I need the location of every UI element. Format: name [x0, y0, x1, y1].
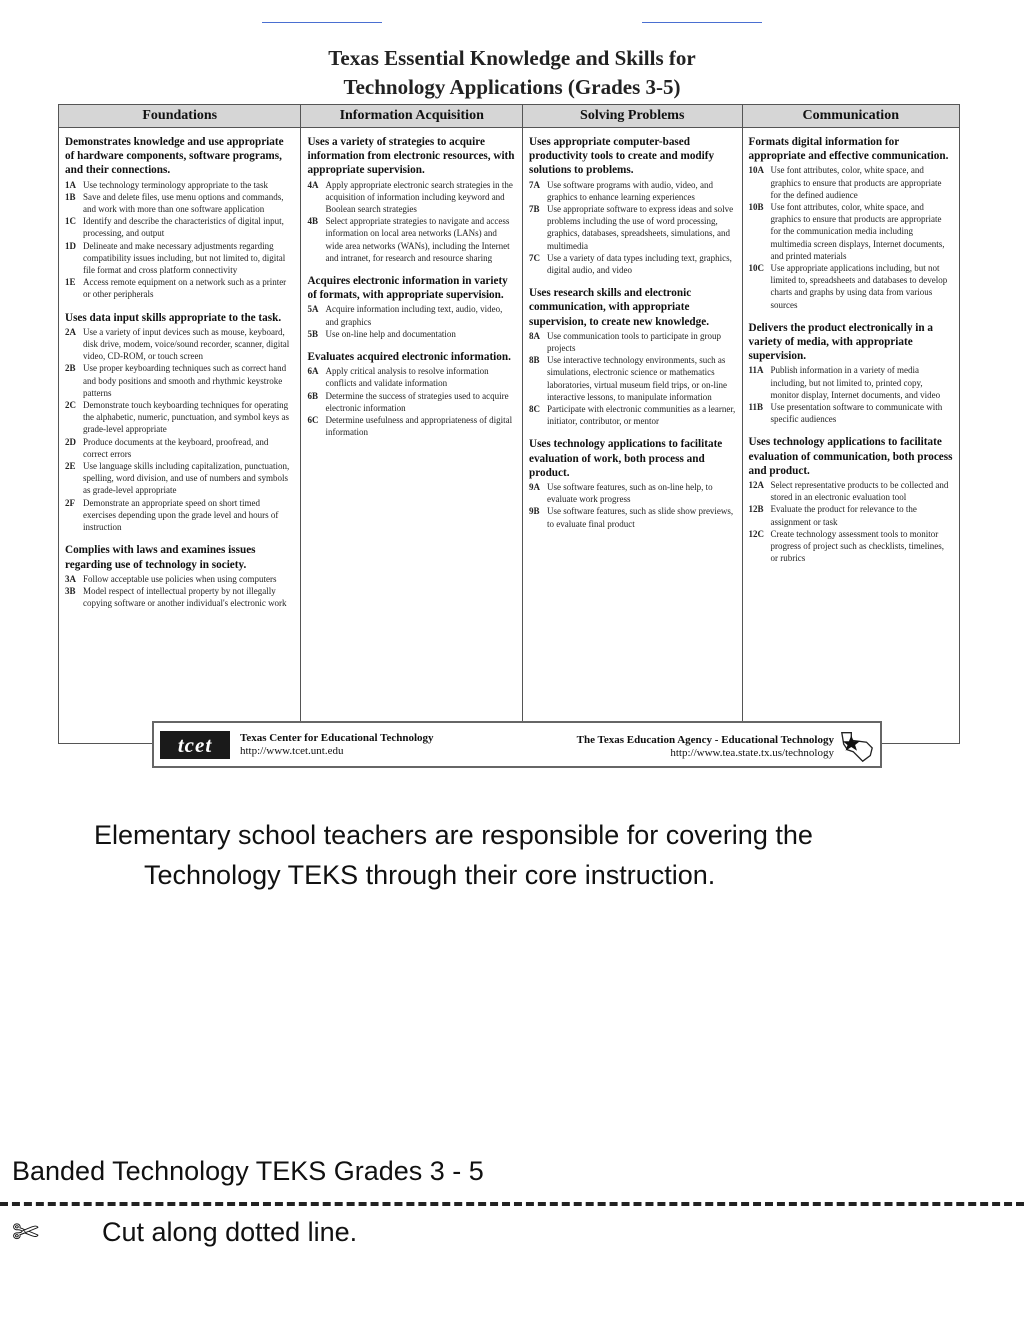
teks-item-text: Use font attributes, color, white space, and graphics to ensure that products are appropriate for the defined audience [770, 165, 942, 200]
teks-item [65, 362, 294, 399]
teks-item [65, 179, 294, 191]
teks-item [749, 401, 954, 425]
teks-item-code: 2E [65, 461, 76, 472]
teks-item-text: Use a variety of data types including text, graphics, digital audio, and video [546, 252, 732, 276]
teks-item-code: 10C [748, 263, 764, 274]
teks-item [65, 191, 294, 215]
teks-item-text: Use technology terminology appropriate to the task [83, 179, 268, 190]
teks-item-code: 3A [65, 573, 76, 584]
teks-item-code: 9A [528, 482, 540, 493]
teks-strand [749, 321, 954, 426]
teks-item [529, 403, 736, 427]
teks-item-text: Participate with electronic communities as a learner, initiator, contributor, or mentor [546, 404, 736, 427]
teks-item-text: Identify and describe the characteristics of digital input, processing, and output [83, 216, 284, 239]
tcet-logo: tcet [160, 731, 230, 759]
footer-left-org: Texas Center for Educational Technology [240, 732, 434, 744]
teks-item-code: 10A [748, 165, 764, 176]
instruction-note [60, 815, 950, 895]
teks-item-text: Produce documents at the keyboard, proofread, and correct errors [83, 436, 269, 459]
teks-table [58, 104, 960, 744]
teks-strand [307, 274, 516, 340]
teks-item [307, 215, 516, 264]
teks-strand [749, 435, 954, 564]
teks-item-text: Use on-line help and documentation [325, 328, 456, 339]
top-rule-left [262, 22, 382, 23]
teks-item-code: 9B [528, 506, 540, 517]
column-body [743, 128, 960, 575]
teks-item-code: 8B [528, 355, 540, 366]
column-body [523, 128, 742, 540]
teks-item-code: 11A [748, 365, 764, 376]
teks-item-code: 7C [528, 252, 540, 263]
teks-item [749, 201, 954, 262]
footer-left-url: http://www.tcet.unt.edu [240, 745, 344, 757]
teks-item-text: Use software features, such as on-line help, to evaluate work progress [546, 482, 713, 505]
strand-heading: Uses research skills and electronic communication, with appropriate supervision, to create new knowledge. [528, 287, 710, 328]
teks-item [749, 262, 954, 311]
teks-item [749, 503, 954, 527]
teks-item-code: 5B [307, 328, 318, 339]
teks-item-code: 11B [748, 402, 764, 413]
teks-item [65, 573, 294, 585]
teks-strand [749, 135, 954, 311]
teks-item [529, 203, 736, 252]
teks-item-text: Apply appropriate electronic search strategies in the acquisition of information including keyword and Boolean search strategies [325, 179, 513, 215]
teks-item-code: 2D [65, 436, 76, 447]
footer-left [240, 732, 434, 758]
teks-item-text: Use communication tools to participate in group projects [546, 330, 721, 354]
teks-strand [307, 135, 516, 264]
teks-item-code: 12C [748, 528, 764, 539]
teks-item-code: 4B [307, 216, 318, 227]
teks-item-code: 2F [65, 497, 75, 508]
teks-item-code: 1E [65, 277, 76, 288]
teks-item [307, 328, 516, 340]
teks-item-text: Use proper keyboarding techniques such as correct hand and body positions and smooth and rhythmic keystroke patterns [83, 363, 287, 398]
teks-item-code: 1A [65, 179, 76, 190]
teks-item-code: 4A [307, 179, 319, 190]
column-body [301, 128, 522, 448]
teks-item [529, 330, 736, 354]
teks-item-text: Delineate and make necessary adjustments regarding compatibility issues including, but not limited to, digital file format and cross platform connectivity [83, 240, 286, 276]
teks-item [529, 505, 736, 529]
teks-item [307, 179, 516, 216]
instruction-note-line2: Technology TEKS through their core instruction. [144, 860, 716, 890]
teks-item-code: 5A [307, 304, 319, 315]
teks-strand [65, 311, 294, 534]
teks-item [307, 365, 516, 389]
teks-item [529, 252, 736, 276]
teks-item [529, 354, 736, 403]
column-header: Solving Problems [523, 105, 742, 128]
cut-instruction: Cut along dotted line. [102, 1217, 358, 1247]
teks-item [65, 436, 294, 460]
teks-item [307, 390, 516, 414]
teks-item-text: Use software features, such as slide show previews, to evaluate final product [546, 506, 734, 529]
column-header: Information Acquisition [301, 105, 522, 128]
teks-column [59, 105, 301, 743]
teks-item-text: Apply critical analysis to resolve information conflicts and validate information [325, 366, 489, 389]
teks-item [749, 364, 954, 401]
document-title-line1: Texas Essential Knowledge and Skills for [328, 46, 696, 70]
strand-heading: Formats digital information for appropriate and effective communication. [748, 136, 949, 163]
teks-item-text: Select representative products to be collected and stored in an electronic evaluation tool [770, 480, 949, 503]
teks-item-text: Determine the success of strategies used to acquire electronic information [325, 390, 509, 413]
teks-item [65, 399, 294, 436]
teks-strand [307, 350, 516, 438]
teks-item [65, 585, 294, 609]
teks-strand [529, 437, 736, 529]
footer-right-url: http://www.tea.state.tx.us/technology [670, 747, 834, 759]
teks-item-text: Acquire information including text, audio, video, and graphics [325, 304, 503, 327]
teks-item-code: 10B [748, 202, 764, 213]
teks-item [529, 179, 736, 203]
teks-item [65, 326, 294, 363]
teks-item-code: 2A [65, 326, 76, 337]
teks-item-text: Model respect of intellectual property by not illegally copying software or another individual's electronic work [83, 585, 287, 609]
document-title-line2: Technology Applications (Grades 3-5) [343, 75, 681, 99]
teks-item [65, 240, 294, 277]
column-body [59, 128, 300, 619]
column-header: Foundations [59, 105, 300, 128]
teks-item-text: Create technology assessment tools to monitor progress of project such as checklists, timelines, or rubrics [770, 528, 944, 564]
teks-strand [65, 543, 294, 609]
texas-star-logo-icon [838, 727, 876, 765]
teks-item-text: Use software programs with audio, video, and graphics to enhance learning experiences [546, 179, 713, 202]
teks-item-code: 6C [307, 415, 319, 426]
teks-item [307, 303, 516, 327]
strand-heading: Demonstrates knowledge and use appropriate of hardware components, software programs, and their connections. [65, 136, 284, 177]
teks-strand [529, 286, 736, 427]
teks-item-code: 12A [748, 480, 764, 491]
teks-item-text: Access remote equipment on a network such as a printer or other peripherals [83, 277, 287, 300]
strand-heading: Acquires electronic information in variety of formats, with appropriate supervision. [307, 275, 508, 302]
teks-item-code: 12B [748, 504, 764, 515]
teks-strand [65, 135, 294, 301]
teks-item [65, 215, 294, 239]
teks-column [301, 105, 523, 743]
teks-item-code: 8A [528, 330, 540, 341]
teks-item [307, 414, 516, 438]
teks-column [523, 105, 743, 743]
band-label: Banded Technology TEKS Grades 3 - 5 [12, 1156, 484, 1186]
strand-heading: Complies with laws and examines issues regarding use of technology in society. [65, 544, 256, 571]
teks-item-code: 1B [65, 191, 76, 202]
instruction-note-line1: Elementary school teachers are responsible for covering the [94, 820, 813, 850]
cut-dotted-line [0, 1202, 1024, 1206]
teks-item-text: Follow acceptable use policies when using computers [83, 573, 277, 584]
teks-item-code: 1D [65, 240, 76, 251]
teks-item-code: 3B [65, 585, 76, 596]
footer-right [577, 734, 834, 760]
column-header: Communication [743, 105, 960, 128]
teks-item-code: 2B [65, 363, 76, 374]
teks-item-code: 6A [307, 366, 319, 377]
teks-item-code: 7B [528, 204, 540, 215]
teks-item-text: Use presentation software to communicate with specific audiences [770, 402, 943, 425]
teks-item-code: 2C [65, 400, 76, 411]
teks-item [65, 276, 294, 300]
teks-item-text: Use appropriate software to express ideas and solve problems including the use of word processing, graphics, databases, spreadsheets, simulations, and multimedia [546, 204, 734, 251]
teks-item-code: 8C [528, 404, 540, 415]
teks-item [65, 460, 294, 497]
strand-heading: Uses data input skills appropriate to the task. [65, 311, 282, 324]
teks-item-text: Use language skills including capitalization, punctuation, spelling, word division, and use of numbers and symbols as grade-level appropriate [83, 461, 290, 496]
teks-item [65, 497, 294, 534]
footer-right-org: The Texas Education Agency - Educational Technology [576, 734, 834, 746]
teks-item [749, 479, 954, 503]
scissors-icon: ✄ [12, 1213, 39, 1251]
strand-heading: Uses appropriate computer-based productivity tools to create and modify solutions to problems. [528, 136, 715, 177]
teks-item-text: Evaluate the product for relevance to the assignment or task [770, 504, 917, 527]
teks-item-text: Use a variety of input devices such as mouse, keyboard, disk drive, modem, voice/sound recorder, scanner, digital video, CD-ROM, or touch screen [83, 326, 290, 362]
teks-strand [529, 135, 736, 276]
teks-item-text: Use interactive technology environments, such as simulations, electronic science or mathematics laboratories, virtual museum field trips, or on-line interactive lessons, to manipulate information [546, 355, 727, 402]
teks-item-text: Use font attributes, color, white space, and graphics to ensure that products are appropriate for the communication media including multimedia screen displays, Internet documents, and printed materials [770, 202, 945, 261]
teks-item-text: Demonstrate an appropriate speed on short timed exercises depending upon the grade level and hours of instruction [83, 497, 279, 533]
footer-credits [152, 721, 882, 768]
teks-item-text: Demonstrate touch keyboarding techniques for operating the alphabetic, numeric, punctuation, and symbol keys as grade-level appropriate [83, 400, 289, 435]
document-title [0, 44, 1024, 102]
teks-column [743, 105, 960, 743]
teks-item-text: Use appropriate applications including, but not limited to, spreadsheets and databases to develop charts and graphs by using data from various sources [770, 263, 948, 310]
strand-heading: Uses technology applications to facilitate evaluation of work, both process and product. [528, 438, 723, 479]
teks-item [749, 528, 954, 565]
teks-item-code: 7A [528, 179, 540, 190]
teks-item-text: Save and delete files, use menu options and commands, and work with more than one software application [83, 191, 284, 215]
teks-item-text: Publish information in a variety of media including, but not limited to, printed copy, monitor display, Internet documents, and video [770, 365, 941, 400]
strand-heading: Uses a variety of strategies to acquire information from electronic resources, with appropriate supervision. [307, 136, 515, 177]
teks-item-code: 6B [307, 390, 318, 401]
teks-item [749, 164, 954, 201]
teks-item-text: Select appropriate strategies to navigate and access information on local area networks (LANs) and wide area networks (WANs), including the Internet and intranet, for research and resource sharing [325, 216, 510, 263]
strand-heading: Delivers the product electronically in a variety of media, with appropriate supervision. [748, 321, 933, 363]
teks-item [529, 481, 736, 505]
top-rule-right [642, 22, 762, 23]
teks-item-code: 1C [65, 216, 76, 227]
strand-heading: Uses technology applications to facilitate evaluation of communication, both process and product. [748, 436, 953, 477]
teks-item-text: Determine usefulness and appropriateness of digital information [325, 415, 513, 438]
strand-heading: Evaluates acquired electronic information. [307, 351, 511, 364]
